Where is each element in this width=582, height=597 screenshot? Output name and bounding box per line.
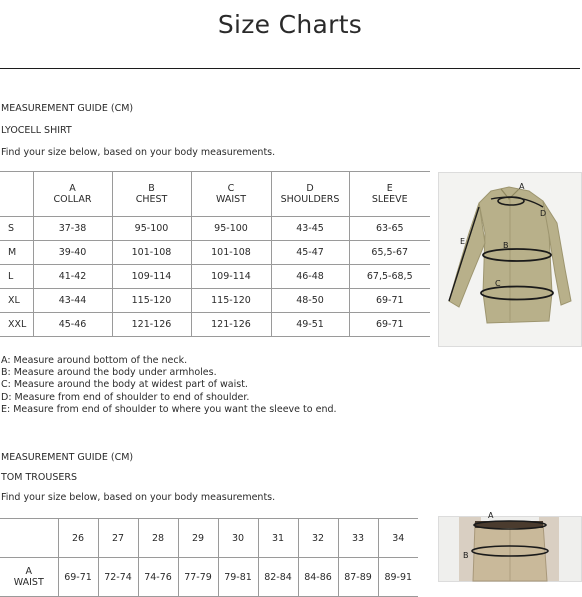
table-row [0, 313, 430, 337]
guide-line: C: Measure around the body at widest part of waist. [1, 379, 248, 391]
table-cell: 72-74 [98, 558, 138, 597]
trousers-header-cell: 28 [138, 519, 178, 558]
table-cell: 65,5-67 [349, 241, 430, 265]
table-cell: 49-51 [271, 313, 349, 337]
shirt-label-d: D [540, 209, 547, 218]
table-cell: 69-71 [58, 558, 98, 597]
trousers-intro-text: Find your size below, based on your body measurements. [1, 492, 276, 503]
shirt-row-label: XL [0, 289, 33, 313]
page-title: Size Charts [217, 10, 363, 39]
trousers-header-cell: 34 [378, 519, 418, 558]
trousers-product-name: TOM TROUSERS [1, 472, 77, 483]
table-cell: 121-126 [191, 313, 271, 337]
title-divider [0, 68, 580, 69]
table-cell: 69-71 [349, 313, 430, 337]
guide-line: B: Measure around the body under armholes. [1, 367, 217, 379]
table-row [0, 217, 430, 241]
table-cell: 39-40 [33, 241, 112, 265]
table-row [0, 241, 430, 265]
shirt-row-label: L [0, 265, 33, 289]
table-cell: 95-100 [191, 217, 271, 241]
trousers-header-cell: 30 [218, 519, 258, 558]
trousers-size-table [0, 518, 418, 597]
shirt-row-label: S [0, 217, 33, 241]
table-cell: 121-126 [112, 313, 191, 337]
shirt-label-a: A [519, 182, 525, 191]
shirt-intro-text: Find your size below, based on your body measurements. [1, 147, 276, 158]
shirt-header-cell: B CHEST [112, 172, 191, 217]
shirt-measurement-image [438, 172, 582, 347]
table-cell: 101-108 [191, 241, 271, 265]
trousers-header-cell: 31 [258, 519, 298, 558]
table-cell: 115-120 [112, 289, 191, 313]
guide-line: E: Measure from end of shoulder to where you want the sleeve to end. [1, 403, 337, 415]
shirt-product-name: LYOCELL SHIRT [1, 125, 72, 136]
shirt-header-cell: E SLEEVE [349, 172, 430, 217]
trousers-measurement-image [438, 511, 582, 582]
trouser-label-b: B [463, 551, 469, 560]
trousers-header-cell: 32 [298, 519, 338, 558]
guide-line: A: Measure around bottom of the neck. [1, 355, 188, 366]
table-cell: 87-89 [338, 558, 378, 597]
trousers-header-cell: 29 [178, 519, 218, 558]
table-cell: 45-46 [33, 313, 112, 337]
table-cell: 48-50 [271, 289, 349, 313]
shirt-label-c: C [495, 279, 501, 288]
trousers-header-cell [0, 519, 58, 558]
shirt-header-row [0, 172, 430, 217]
table-cell: 67,5-68,5 [349, 265, 430, 289]
shirt-header-cell [0, 172, 33, 217]
table-cell: 89-91 [378, 558, 418, 597]
trousers-row-label: A WAIST [0, 558, 58, 597]
table-cell: 115-120 [191, 289, 271, 313]
shirt-row-label: XXL [0, 313, 33, 337]
table-cell: 77-79 [178, 558, 218, 597]
shirt-size-table [0, 171, 430, 337]
table-cell: 37-38 [33, 217, 112, 241]
shirt-header-cell: A COLLAR [33, 172, 112, 217]
table-cell: 43-44 [33, 289, 112, 313]
shirt-guide-title: MEASUREMENT GUIDE (CM) [1, 103, 134, 114]
table-cell: 41-42 [33, 265, 112, 289]
trousers-header-cell: 33 [338, 519, 378, 558]
trousers-header-cell: 27 [98, 519, 138, 558]
table-cell: 43-45 [271, 217, 349, 241]
trouser-label-a: A [488, 511, 494, 520]
table-cell: 63-65 [349, 217, 430, 241]
table-cell: 69-71 [349, 289, 430, 313]
table-cell: 95-100 [112, 217, 191, 241]
shirt-label-e: E [460, 237, 466, 246]
table-cell: 101-108 [112, 241, 191, 265]
table-row [0, 265, 430, 289]
table-cell: 46-48 [271, 265, 349, 289]
shirt-row-label: M [0, 241, 33, 265]
trousers-header-cell: 26 [58, 519, 98, 558]
table-cell: 45-47 [271, 241, 349, 265]
table-cell: 79-81 [218, 558, 258, 597]
shirt-header-cell: C WAIST [191, 172, 271, 217]
table-cell: 84-86 [298, 558, 338, 597]
trousers-guide-title: MEASUREMENT GUIDE (CM) [1, 452, 134, 463]
guide-line: D: Measure from end of shoulder to end of shoulder. [1, 391, 250, 403]
table-cell: 109-114 [112, 265, 191, 289]
table-row [0, 558, 418, 597]
table-cell: 82-84 [258, 558, 298, 597]
table-row [0, 289, 430, 313]
trousers-header-row [0, 519, 418, 558]
shirt-label-b: B [503, 241, 509, 250]
table-cell: 74-76 [138, 558, 178, 597]
shirt-header-cell: D SHOULDERS [271, 172, 349, 217]
table-cell: 109-114 [191, 265, 271, 289]
